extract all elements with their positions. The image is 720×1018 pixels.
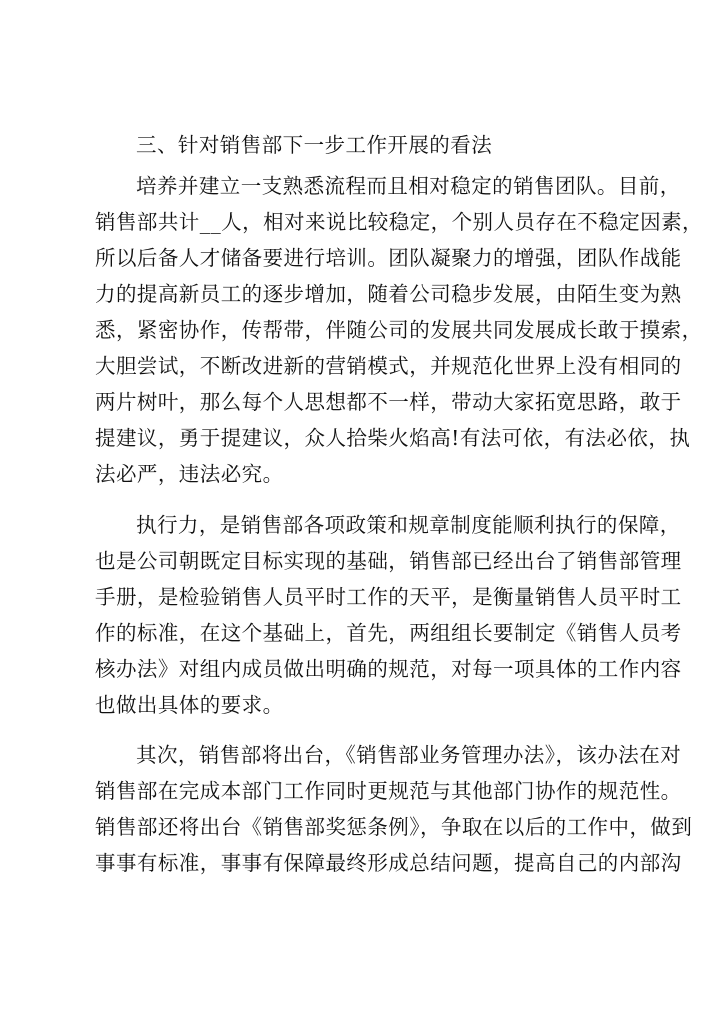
paragraph-line: 两片树叶，那么每个人思想都不一样，带动大家拓宽思路，敢于 bbox=[95, 390, 682, 414]
paragraph-line: 其次，销售部将出台，《销售部业务管理办法》，该办法在对 bbox=[136, 743, 682, 767]
paragraph-line: 销售部还将出台《销售部奖惩条例》，争取在以后的工作中，做到 bbox=[95, 815, 693, 839]
paragraph-line: 作的标准，在这个基础上，首先，两组组长要制定《销售人员考 bbox=[95, 621, 682, 645]
paragraph-line: 执行力，是销售部各项政策和规章制度能顺利执行的保障， bbox=[136, 513, 681, 537]
paragraph-line: 提建议，勇于提建议，众人拾柴火焰高!有法可依，有法必依，执 bbox=[95, 426, 691, 450]
paragraph-line: 力的提高新员工的逐步增加，随着公司稳步发展，由陌生变为熟 bbox=[95, 282, 682, 306]
paragraph-line: 销售部共计__人，相对来说比较稳定，个别人员存在不稳定因素， bbox=[95, 210, 703, 234]
paragraph-line: 也做出具体的要求。 bbox=[95, 693, 284, 717]
paragraph-line: 法必严，违法必究。 bbox=[95, 462, 284, 486]
paragraph-line: 大胆尝试，不断改进新的营销模式，并规范化世界上没有相同的 bbox=[95, 354, 682, 378]
paragraph-line: 核办法》对组内成员做出明确的规范，对每一项具体的工作内容 bbox=[95, 657, 682, 681]
section-heading: 三、针对销售部下一步工作开展的看法 bbox=[136, 133, 493, 157]
paragraph-line: 也是公司朝既定目标实现的基础，销售部已经出台了销售部管理 bbox=[95, 549, 682, 573]
paragraph-line: 事事有标准，事事有保障最终形成总结问题，提高自己的内部沟 bbox=[95, 851, 682, 875]
paragraph-line: 所以后备人才储备要进行培训。团队凝聚力的增强，团队作战能 bbox=[95, 246, 682, 270]
paragraph-line: 悉，紧密协作，传帮带，伴随公司的发展共同发展成长敢于摸索， bbox=[95, 318, 703, 342]
paragraph-line: 培养并建立一支熟悉流程而且相对稳定的销售团队。目前， bbox=[136, 174, 681, 198]
paragraph-line: 销售部在完成本部门工作同时更规范与其他部门协作的规范性。 bbox=[95, 779, 682, 803]
paragraph-line: 手册，是检验销售人员平时工作的天平，是衡量销售人员平时工 bbox=[95, 585, 682, 609]
